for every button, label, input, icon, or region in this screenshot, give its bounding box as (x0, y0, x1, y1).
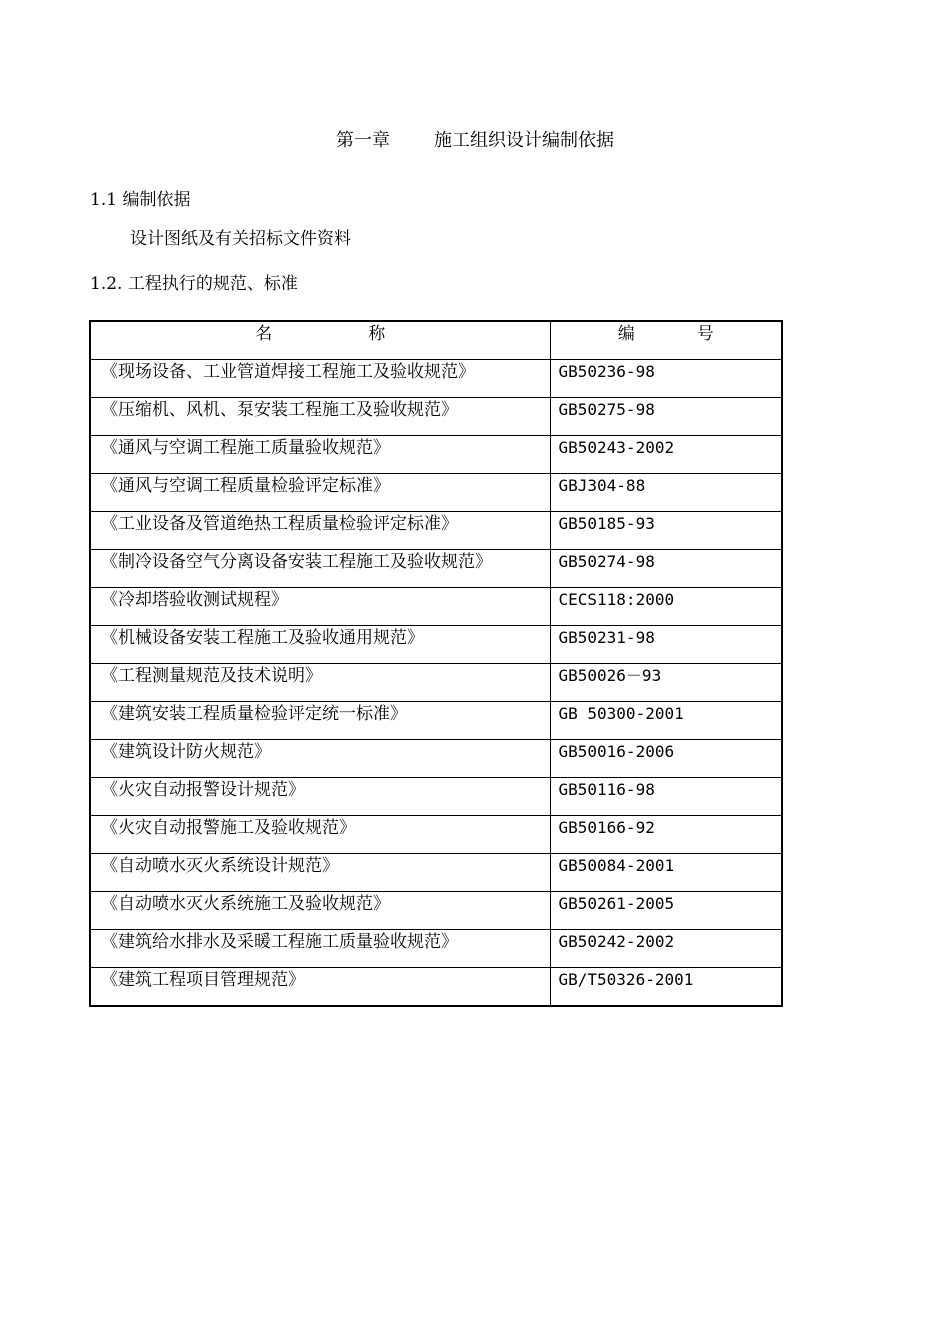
table-row (90, 588, 782, 626)
standard-name: 《现场设备、工业管道焊接工程施工及验收规范》 (90, 360, 550, 398)
table-row (90, 778, 782, 816)
standard-name: 《通风与空调工程施工质量验收规范》 (90, 436, 550, 474)
table-row (90, 398, 782, 436)
standard-code: GB50166-92 (550, 816, 782, 854)
standards-table (89, 320, 783, 1007)
table-row (90, 512, 782, 550)
table-row (90, 968, 782, 1007)
standard-name: 《火灾自动报警施工及验收规范》 (90, 816, 550, 854)
table-row (90, 550, 782, 588)
table-row (90, 930, 782, 968)
standard-code: GB/T50326-2001 (550, 968, 782, 1007)
table-row (90, 474, 782, 512)
standard-name: 《建筑设计防火规范》 (90, 740, 550, 778)
standard-code: GB50016-2006 (550, 740, 782, 778)
standard-name: 《建筑安装工程质量检验评定统一标准》 (90, 702, 550, 740)
chapter-title (0, 128, 950, 154)
standard-name: 《机械设备安装工程施工及验收通用规范》 (90, 626, 550, 664)
header-name (90, 321, 550, 360)
header-code-char-2: 号 (696, 324, 714, 344)
standard-code: GB 50300-2001 (550, 702, 782, 740)
table-header-row (90, 321, 782, 360)
standard-code: GB50026－93 (550, 664, 782, 702)
standard-name: 《压缩机、风机、泵安装工程施工及验收规范》 (90, 398, 550, 436)
table-row (90, 854, 782, 892)
chapter-number: 第一章 (336, 130, 390, 151)
standard-code: GB50275-98 (550, 398, 782, 436)
section-body-text: 设计图纸及有关招标文件资料 (130, 229, 351, 249)
table-row (90, 664, 782, 702)
standard-code: GB50231-98 (550, 626, 782, 664)
table-row (90, 360, 782, 398)
table-row (90, 740, 782, 778)
standard-code: GB50274-98 (550, 550, 782, 588)
header-name-char-1: 名 (255, 324, 273, 344)
table-row (90, 816, 782, 854)
standard-name: 《建筑工程项目管理规范》 (90, 968, 550, 1007)
standard-name: 《火灾自动报警设计规范》 (90, 778, 550, 816)
table-row (90, 702, 782, 740)
standard-code: GB50242-2002 (550, 930, 782, 968)
header-code (550, 321, 782, 360)
standard-code: GB50185-93 (550, 512, 782, 550)
standard-code: GB50243-2002 (550, 436, 782, 474)
section-heading-standards: 1.2. 工程执行的规范、标准 (90, 274, 298, 294)
header-name-char-2: 称 (368, 324, 386, 344)
standard-name: 《制冷设备空气分离设备安装工程施工及验收规范》 (90, 550, 550, 588)
standard-name: 《冷却塔验收测试规程》 (90, 588, 550, 626)
standards-table-body (90, 360, 782, 1007)
section-heading-basis: 1.1 编制依据 (90, 190, 191, 210)
standard-code: GB50236-98 (550, 360, 782, 398)
standard-code: GB50116-98 (550, 778, 782, 816)
header-code-char-1: 编 (617, 324, 635, 344)
standard-code: GBJ304-88 (550, 474, 782, 512)
standard-name: 《自动喷水灭火系统设计规范》 (90, 854, 550, 892)
standard-name: 《建筑给水排水及采暖工程施工质量验收规范》 (90, 930, 550, 968)
standard-name: 《工程测量规范及技术说明》 (90, 664, 550, 702)
standard-code: GB50084-2001 (550, 854, 782, 892)
table-row (90, 892, 782, 930)
standard-name: 《通风与空调工程质量检验评定标准》 (90, 474, 550, 512)
table-row (90, 436, 782, 474)
standard-code: GB50261-2005 (550, 892, 782, 930)
table-row (90, 626, 782, 664)
standard-name: 《自动喷水灭火系统施工及验收规范》 (90, 892, 550, 930)
chapter-name: 施工组织设计编制依据 (434, 130, 614, 151)
standard-code: CECS118:2000 (550, 588, 782, 626)
standard-name: 《工业设备及管道绝热工程质量检验评定标准》 (90, 512, 550, 550)
